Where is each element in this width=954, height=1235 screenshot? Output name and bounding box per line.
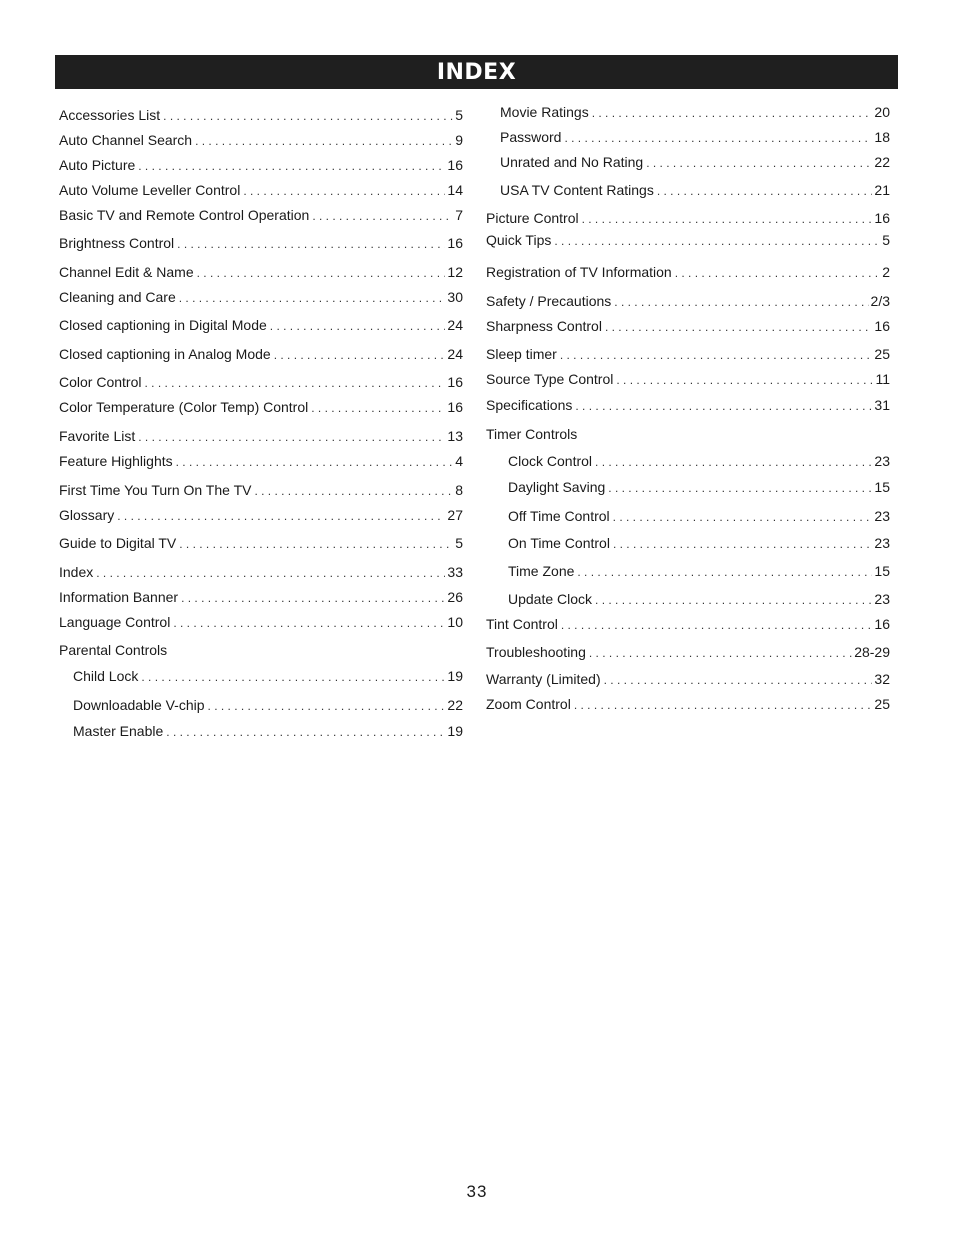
dot-leader xyxy=(595,588,872,612)
index-entry-name: Language Control xyxy=(59,614,171,630)
index-entry-page: 5 xyxy=(882,232,890,248)
index-entry xyxy=(73,693,463,717)
dot-leader xyxy=(173,611,445,635)
dot-leader xyxy=(608,476,872,500)
index-entry-name: Off Time Control xyxy=(508,508,610,524)
index-entry-page: 20 xyxy=(874,104,890,120)
index-entry-name: Unrated and No Rating xyxy=(500,154,644,170)
index-entry-page: 16 xyxy=(447,235,463,251)
index-entry xyxy=(59,610,463,634)
index-entry-page: 33 xyxy=(447,564,463,580)
index-entry-name: Clock Control xyxy=(508,453,593,469)
index-entry xyxy=(73,719,463,743)
dot-leader xyxy=(592,101,873,125)
index-entry-page: 19 xyxy=(447,668,463,684)
index-entry xyxy=(486,692,890,716)
index-entry-name: Update Clock xyxy=(508,591,593,607)
index-entry-name: Downloadable V-chip xyxy=(73,697,205,713)
index-entry xyxy=(59,128,463,152)
index-entry xyxy=(486,393,890,417)
dot-leader xyxy=(589,641,852,665)
index-entry xyxy=(508,587,890,611)
index-entry-name: Troubleshooting xyxy=(486,644,586,660)
index-entry xyxy=(59,313,463,337)
index-entry-name: Daylight Saving xyxy=(508,479,606,495)
index-entry-name: Specifications xyxy=(486,397,573,413)
index-entry xyxy=(508,504,890,528)
index-entry-name: Color Temperature (Color Temp) Control xyxy=(59,399,309,415)
index-entry xyxy=(59,424,463,448)
index-entry-name: Tint Control xyxy=(486,616,558,632)
dot-leader xyxy=(577,560,872,584)
index-entry xyxy=(486,640,890,664)
index-entry xyxy=(59,103,463,127)
index-entry xyxy=(59,178,463,202)
dot-leader xyxy=(605,315,872,339)
index-entry-page: 16 xyxy=(874,616,890,632)
index-entry-name: Quick Tips xyxy=(486,232,552,248)
index-entry xyxy=(486,228,890,252)
index-entry-page: 32 xyxy=(874,671,890,687)
index-entry xyxy=(508,475,890,499)
index-entry xyxy=(59,478,463,502)
index-entry xyxy=(59,585,463,609)
dot-leader xyxy=(312,204,453,228)
dot-leader xyxy=(564,126,872,150)
dot-leader xyxy=(554,229,880,253)
index-entry-name: Master Enable xyxy=(73,723,164,739)
index-entry-name: Auto Channel Search xyxy=(59,132,193,148)
index-entry-page: 30 xyxy=(447,289,463,305)
index-entry-name: Accessories List xyxy=(59,107,161,123)
dot-leader xyxy=(613,505,873,529)
dot-leader xyxy=(138,425,445,449)
index-entry xyxy=(500,150,890,174)
index-entry xyxy=(59,342,463,366)
index-entry xyxy=(59,260,463,284)
index-entry xyxy=(59,285,463,309)
index-entry-page: 31 xyxy=(874,397,890,413)
index-entry-name: Picture Control xyxy=(486,210,579,226)
index-entry-name: Sharpness Control xyxy=(486,318,602,334)
index-entry-page: 24 xyxy=(447,346,463,362)
index-entry-page: 8 xyxy=(455,482,463,498)
index-entry xyxy=(59,531,463,555)
index-entry-name: Channel Edit & Name xyxy=(59,264,194,280)
index-entry-name: Sleep timer xyxy=(486,346,557,362)
index-entry xyxy=(59,395,463,419)
index-section-heading: Timer Controls xyxy=(486,426,578,442)
dot-leader xyxy=(166,720,445,744)
index-entry-page: 22 xyxy=(874,154,890,170)
dot-leader xyxy=(208,694,446,718)
dot-leader xyxy=(144,371,445,395)
index-entry xyxy=(59,370,463,394)
index-entry-page: 25 xyxy=(874,696,890,712)
index-entry-page: 18 xyxy=(874,129,890,145)
index-entry xyxy=(486,206,890,230)
index-entry xyxy=(486,260,890,284)
index-entry-name: Index xyxy=(59,564,94,580)
index-entry-page: 19 xyxy=(447,723,463,739)
index-entry-page: 4 xyxy=(455,453,463,469)
index-entry-name: Cleaning and Care xyxy=(59,289,176,305)
dot-leader xyxy=(181,586,445,610)
index-entry-name: Closed captioning in Digital Mode xyxy=(59,317,267,333)
index-entry-page: 14 xyxy=(447,182,463,198)
dot-leader xyxy=(243,179,445,203)
index-entry xyxy=(486,667,890,691)
index-entry-name: First Time You Turn On The TV xyxy=(59,482,252,498)
index-section-heading: Parental Controls xyxy=(59,642,168,658)
dot-leader xyxy=(254,479,453,503)
index-entry-name: Color Control xyxy=(59,374,142,390)
dot-leader xyxy=(270,314,446,338)
index-entry xyxy=(508,559,890,583)
dot-leader xyxy=(138,154,445,178)
index-entry-name: Safety / Precautions xyxy=(486,293,612,309)
index-entry-page: 24 xyxy=(447,317,463,333)
index-entry-name: Time Zone xyxy=(508,563,575,579)
index-entry-page: 10 xyxy=(447,614,463,630)
dot-leader xyxy=(176,450,454,474)
index-entry-name: USA TV Content Ratings xyxy=(500,182,654,198)
index-entry-name: Auto Volume Leveller Control xyxy=(59,182,241,198)
index-entry-name: Favorite List xyxy=(59,428,136,444)
index-entry xyxy=(500,125,890,149)
dot-leader xyxy=(657,179,873,203)
index-entry-page: 21 xyxy=(874,182,890,198)
index-entry-name: Feature Highlights xyxy=(59,453,173,469)
index-entry-page: 2 xyxy=(882,264,890,280)
index-entry xyxy=(486,314,890,338)
index-entry xyxy=(59,449,463,473)
dot-leader xyxy=(575,394,872,418)
index-entry-page: 16 xyxy=(447,399,463,415)
index-entry-page: 7 xyxy=(455,207,463,223)
index-entry-page: 12 xyxy=(447,264,463,280)
dot-leader xyxy=(177,232,445,256)
index-entry-page: 11 xyxy=(875,371,890,387)
dot-leader xyxy=(561,613,873,637)
dot-leader xyxy=(595,450,872,474)
index-entry-page: 16 xyxy=(874,210,890,226)
index-entry-page: 15 xyxy=(874,479,890,495)
dot-leader xyxy=(614,290,868,314)
dot-leader xyxy=(117,504,445,528)
index-entry xyxy=(59,503,463,527)
index-entry-page: 13 xyxy=(447,428,463,444)
index-entry-page: 27 xyxy=(447,507,463,523)
index-entry-page: 2/3 xyxy=(870,293,890,309)
dot-leader xyxy=(646,151,872,175)
index-entry-name: Zoom Control xyxy=(486,696,571,712)
index-entry-name: Registration of TV Information xyxy=(486,264,672,280)
index-entry-page: 5 xyxy=(455,535,463,551)
index-entry-page: 15 xyxy=(874,563,890,579)
index-entry-name: On Time Control xyxy=(508,535,610,551)
index-entry-page: 16 xyxy=(874,318,890,334)
index-entry-page: 25 xyxy=(874,346,890,362)
dot-leader xyxy=(613,532,872,556)
index-entry xyxy=(59,231,463,255)
index-entry-name: Information Banner xyxy=(59,589,179,605)
index-entry-page: 23 xyxy=(874,453,890,469)
dot-leader xyxy=(604,668,873,692)
index-entry xyxy=(500,100,890,124)
dot-leader xyxy=(274,343,446,367)
index-entry-name: Password xyxy=(500,129,562,145)
index-entry xyxy=(508,531,890,555)
index-entry-page: 23 xyxy=(874,535,890,551)
index-entry xyxy=(486,367,890,391)
index-entry-page: 22 xyxy=(447,697,463,713)
dot-leader xyxy=(163,104,453,128)
dot-leader xyxy=(179,286,446,310)
dot-leader xyxy=(574,693,873,717)
dot-leader xyxy=(141,665,445,689)
index-entry-page: 26 xyxy=(447,589,463,605)
dot-leader xyxy=(96,561,445,585)
index-entry-name: Glossary xyxy=(59,507,115,523)
index-entry xyxy=(486,342,890,366)
index-entry-name: Movie Ratings xyxy=(500,104,589,120)
index-entry xyxy=(500,178,890,202)
dot-leader xyxy=(179,532,453,556)
index-entry-name: Basic TV and Remote Control Operation xyxy=(59,207,310,223)
index-entry xyxy=(59,153,463,177)
index-entry-name: Source Type Control xyxy=(486,371,614,387)
dot-leader xyxy=(560,343,873,367)
index-entry xyxy=(486,289,890,313)
index-entry-name: Warranty (Limited) xyxy=(486,671,601,687)
dot-leader xyxy=(616,368,873,392)
index-entry-name: Brightness Control xyxy=(59,235,175,251)
index-entry-page: 16 xyxy=(447,157,463,173)
index-entry xyxy=(59,203,463,227)
index-entry-name: Child Lock xyxy=(73,668,139,684)
dot-leader xyxy=(675,261,880,285)
index-entry-page: 5 xyxy=(455,107,463,123)
page-number: 33 xyxy=(466,1182,488,1201)
index-entry-name: Closed captioning in Analog Mode xyxy=(59,346,271,362)
index-entry xyxy=(73,664,463,688)
index-entry-page: 23 xyxy=(874,508,890,524)
index-entry-page: 9 xyxy=(455,132,463,148)
page-title: INDEX xyxy=(436,59,517,85)
dot-leader xyxy=(311,396,445,420)
index-entry xyxy=(486,612,890,636)
index-entry-name: Guide to Digital TV xyxy=(59,535,177,551)
index-entry-page: 23 xyxy=(874,591,890,607)
index-entry-page: 28-29 xyxy=(854,644,890,660)
dot-leader xyxy=(195,129,453,153)
index-entry-page: 16 xyxy=(447,374,463,390)
index-entry xyxy=(59,560,463,584)
dot-leader xyxy=(197,261,446,285)
index-header-bar xyxy=(55,55,898,89)
index-entry-name: Auto Picture xyxy=(59,157,136,173)
index-entry xyxy=(508,449,890,473)
